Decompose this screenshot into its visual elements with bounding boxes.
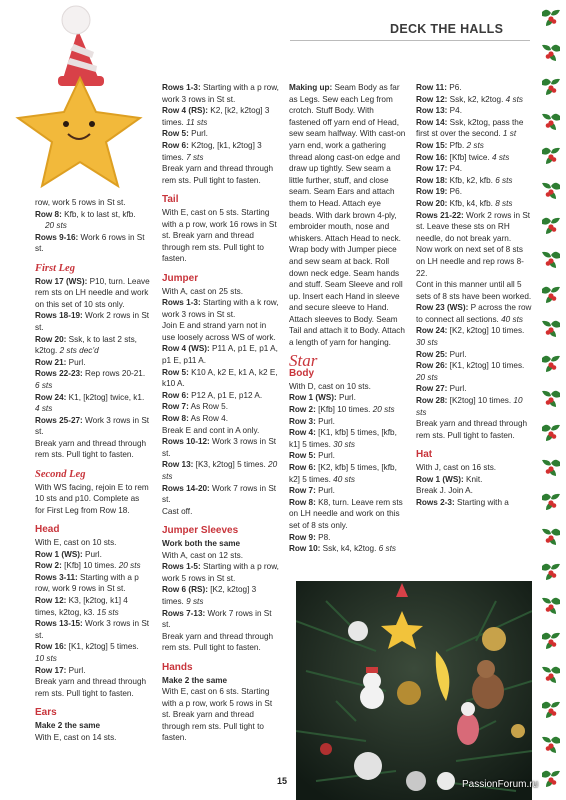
section-heading-star: Star	[289, 350, 318, 370]
pattern-row: Row 8: K8, turn. Leave rem sts on LH needle and work on this set of 8 sts only.	[289, 497, 403, 530]
subheading: Make 2 the same	[162, 675, 228, 685]
pattern-row: Row 28: [K2tog] 10 times. 10 sts	[416, 396, 523, 417]
holly-icon	[540, 246, 562, 272]
pattern-row: Row 6: P12 A, p1 E, p12 A.	[162, 390, 263, 400]
pattern-row: Row 4 (RS): K2, [k2, k2tog] 3 times. 11 sts	[162, 106, 270, 127]
pattern-row: Row 20: Ssk, k to last 2 sts, k2tog. 2 sts dec’d	[35, 334, 137, 356]
holly-icon	[540, 39, 562, 65]
pattern-row: Row 5: Purl.	[162, 129, 208, 139]
pattern-row: Rows 7-13: Work 7 rows in St st.	[162, 608, 272, 630]
pattern-row: Row 10: Ssk, k4, k2tog. 6 sts	[289, 544, 396, 554]
section-heading-hands: Hands	[162, 661, 193, 673]
column-1	[35, 197, 150, 743]
column-4	[416, 82, 534, 508]
section-heading-first-leg: First Leg	[35, 262, 75, 274]
section-heading-tail: Tail	[162, 194, 179, 206]
column-2	[162, 82, 280, 744]
text-line: Cast off.	[162, 506, 193, 516]
holly-icon	[540, 212, 562, 238]
pattern-row: Row 9: P8.	[289, 532, 331, 542]
pattern-row: Rows 9-16: Work 6 rows in St st.	[35, 232, 145, 254]
pattern-row: Row 17: P4.	[416, 164, 462, 174]
holly-icon	[540, 731, 562, 757]
section-heading-jumper-sleeves: Jumper Sleeves	[162, 525, 239, 537]
holly-icon	[540, 4, 562, 30]
text-line: Break yarn and thread through rem sts. Pull tight to fasten.	[416, 419, 528, 440]
text-line: With D, cast on 10 sts.	[289, 381, 371, 391]
holly-icon	[540, 523, 562, 549]
page-header-title: DECK THE HALLS	[390, 22, 504, 36]
section-heading-jumper: Jumper	[162, 272, 199, 284]
pattern-row: Row 8: As Row 4.	[162, 414, 228, 424]
section-heading-head: Head	[35, 524, 60, 536]
section-heading-body: Body	[289, 368, 314, 380]
holly-icon	[540, 592, 562, 618]
pattern-row: Row 25: Purl.	[416, 349, 467, 359]
pattern-row: Row 21: Purl.	[35, 357, 86, 367]
text-line: Break E and cont in A only.	[162, 425, 260, 435]
making-up-paragraph: Making up: Seam Body as far as Legs. Sew each Leg from crotch. Stuff Body. With fastened off yarn end of Head, sew seam halfway. With cast-on yarn end, work a gathering thread along cast-on edge and draw up tightly. Sew seam a little further, stuff, and close seam. Seam Ears and attach them to Head. Attach eye beads. With dark brown 4-ply, embroider mouth, nose and whiskers. Attach Head to neck. Wrap body with Jumper piece and sew seam at back. Roll down neck edge. Seam hands and stuff. Seam Sleeve and roll up. Insert each Hand in sleeve and secure sleeve to Hand. Attach sleeves to Body. Seam Tail and attach it to Body. Attach a length of yarn for hanging.	[289, 83, 406, 348]
holly-icon	[540, 488, 562, 514]
pattern-row: Rows 2-3: Starting with a	[416, 497, 509, 507]
holly-icon	[540, 108, 562, 134]
text-line: With A, cast on 12 sts.	[162, 550, 243, 560]
pattern-row: Row 11: P6.	[416, 83, 462, 92]
text-line: row, work 5 rows in St st.	[35, 198, 126, 207]
pattern-row: Row 2: [Kfb] 10 times. 20 sts	[35, 561, 141, 571]
pattern-row: Rows 3-11: Starting with a p row, work 9 rows in St st.	[35, 572, 139, 594]
knitted-star-photo	[0, 0, 155, 195]
pattern-row: Row 5: K10 A, k2 E, k1 A, k2 E, k10 A.	[162, 367, 278, 389]
christmas-tree-photo	[296, 581, 532, 800]
text-line: Break yarn and thread through rem sts. Pull tight to fasten.	[35, 677, 147, 698]
text-line: Break J. Join A.	[416, 486, 473, 496]
header-divider	[290, 40, 530, 41]
pattern-row: Row 26: [K1, k2tog] 10 times. 20 sts	[416, 361, 525, 382]
subheading: Work both the same	[162, 538, 241, 548]
pattern-row: Row 17 (WS): P10, turn. Leave rem sts on LH needle and work on this set of 10 sts only.	[35, 276, 150, 309]
holly-icon	[540, 419, 562, 445]
page-number: 15	[277, 776, 288, 786]
pattern-row: Row 19: P6.	[416, 187, 462, 197]
pattern-row: Row 15: Pfb. 2 sts	[416, 140, 484, 150]
pattern-row: Row 16: [Kfb] twice. 4 sts	[416, 152, 510, 162]
text-line: Now work on next set of 8 sts on LH needle and rep rows 8-22.	[416, 245, 524, 278]
text-line: Break yarn and thread through rem sts. Pull tight to fasten.	[35, 438, 147, 460]
text-line: With E, cast on 14 sts.	[35, 732, 117, 742]
text-line: Break yarn and thread through rem sts. Pull tight to fasten.	[162, 164, 274, 185]
watermark: PassionForum.ru	[462, 779, 539, 790]
holly-icon	[540, 142, 562, 168]
pattern-row: Rows 21-22: Work 2 rows in St st. Leave these sts on RH needle, do not break yarn.	[416, 210, 531, 243]
column-3	[289, 82, 407, 555]
section-heading-hat: Hat	[416, 449, 433, 461]
text-line: Break yarn and thread through rem sts. Pull tight to fasten.	[162, 631, 274, 653]
pattern-row: Row 2: [Kfb] 10 times. 20 sts	[289, 405, 395, 415]
pattern-row: Row 24: K1, [k2tog] twice, k1. 4 sts	[35, 392, 145, 414]
section-heading-ears: Ears	[35, 707, 57, 719]
pattern-row: Row 7: Purl.	[289, 486, 335, 496]
pattern-row: Rows 10-12: Work 3 rows in St st.	[162, 437, 277, 458]
pattern-row: Row 1 (WS): Purl.	[289, 393, 356, 403]
holly-icon	[540, 385, 562, 411]
subheading: Make 2 the same	[35, 720, 101, 730]
text-line: With E, cast on 10 sts.	[35, 538, 117, 548]
holly-icon	[540, 661, 562, 687]
holly-icon	[540, 696, 562, 722]
pattern-row: Row 1 (WS): Knit.	[416, 474, 483, 484]
pattern-row: Rows 25-27: Work 3 rows in St st.	[35, 415, 150, 437]
pattern-row: Row 6: [K2, kfb] 5 times, [kfb, k2] 5 times. 40 sts	[289, 463, 397, 484]
text-line: Cont in this manner until all 5 sets of 8 sts have been worked.	[416, 280, 532, 301]
holly-icon	[540, 73, 562, 99]
pattern-row: Rows 18-19: Work 2 rows in St st.	[35, 311, 150, 332]
pattern-row: Row 1 (WS): Purl.	[35, 549, 102, 559]
holly-icon	[540, 350, 562, 376]
pattern-row: Row 12: Ssk, k2, k2tog. 4 sts	[416, 94, 523, 104]
section-heading-second-leg: Second Leg	[35, 469, 86, 481]
pattern-row: Row 13: P4.	[416, 106, 462, 116]
stitch-count: 20 sts	[45, 221, 67, 231]
pattern-row: Rows 14-20: Work 7 rows in St st.	[162, 483, 277, 505]
pattern-row: Rows 13-15: Work 3 rows in St st.	[35, 619, 150, 640]
holly-icon	[540, 765, 562, 791]
pattern-row: Row 7: As Row 5.	[162, 402, 228, 412]
pattern-row: Row 5: Purl.	[289, 451, 335, 461]
holly-icon	[540, 454, 562, 480]
pattern-row: Row 8: Kfb, k to last st, kfb.	[35, 209, 136, 219]
pattern-row: Row 6: K2tog, [k1, k2tog] 3 times. 7 sts	[162, 140, 262, 162]
pattern-row: Row 16: [K1, k2tog] 5 times. 10 sts	[35, 642, 139, 663]
pattern-row: Row 6 (RS): [K2, k2tog] 3 times. 9 sts	[162, 585, 257, 606]
pattern-row: Rows 1-3: Starting with a k row, work 3 rows in St st.	[162, 298, 279, 319]
pattern-row: Row 23 (WS): P across the row to connect all sections. 40 sts	[416, 303, 532, 324]
pattern-row: Row 27: Purl.	[416, 384, 467, 394]
text-line: With E, cast on 5 sts. Starting with a p row, work 16 rows in St st. Break yarn and thread through rem sts. Pull tight to fasten.	[162, 207, 277, 264]
holly-icon	[540, 177, 562, 203]
pattern-row: Row 17: Purl.	[35, 665, 86, 675]
pattern-row: Rows 1-3: Starting with a p row, work 3 rows in St st.	[162, 83, 279, 104]
holly-icon	[540, 558, 562, 584]
pattern-row: Row 12: K3, [k2tog, k1] 4 times, k2tog, k3. 15 sts	[35, 596, 128, 617]
text-line: With E, cast on 6 sts. Starting with a p row, work 5 rows in St st. Break yarn and thread through rem sts. Pull tight to fasten.	[162, 687, 273, 743]
pattern-row: Row 3: Purl.	[289, 416, 335, 426]
pattern-row: Row 4 (WS): P11 A, p1 E, p1 A, p1 E, p11 A.	[162, 344, 278, 366]
pattern-row: Row 18: Kfb, k2, kfb. 6 sts	[416, 175, 513, 185]
pattern-row: Row 20: Kfb, k4, kfb. 8 sts	[416, 198, 513, 208]
pattern-row: Row 14: Ssk, k2tog, pass the first st over the second. 1 st	[416, 117, 524, 139]
pattern-row: Row 13: [K3, k2tog] 5 times. 20 sts	[162, 460, 278, 481]
holly-icon	[540, 627, 562, 653]
text-line: With WS facing, rejoin E to rem 10 sts and p10. Complete as for First Leg from Row 18.	[35, 482, 149, 515]
pattern-row: Rows 1-5: Starting with a p row, work 5 rows in St st.	[162, 562, 279, 583]
text-line: With A, cast on 25 sts.	[162, 286, 243, 296]
holly-icon	[540, 315, 562, 341]
pattern-row: Row 24: [K2, k2tog] 10 times. 30 sts	[416, 326, 525, 348]
text-line: With J, cast on 16 sts.	[416, 463, 497, 472]
text-line: Join E and strand yarn not in use loosely across WS of work.	[162, 321, 276, 342]
holly-icon	[540, 281, 562, 307]
pattern-row: Rows 22-23: Rep rows 20-21. 6 sts	[35, 369, 146, 390]
holly-border	[536, 0, 566, 800]
pattern-row: Row 4: [K1, kfb] 5 times, [kfb, k1] 5 times. 30 sts	[289, 428, 397, 449]
